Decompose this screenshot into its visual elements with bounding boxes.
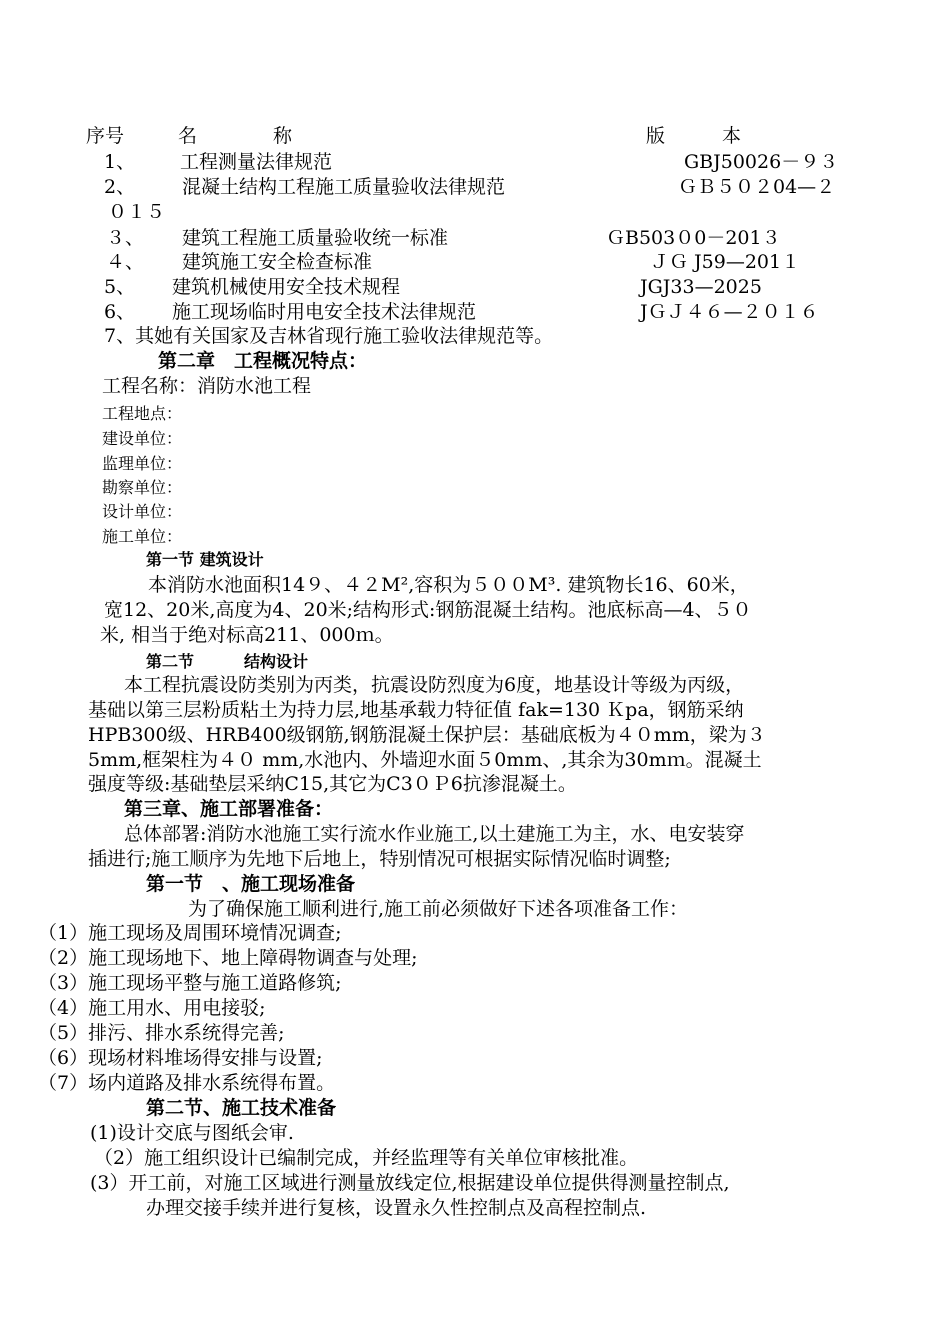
std-no: ３、 (106, 227, 145, 249)
std-name: 混凝土结构工程施工质量验收法律规范 (182, 176, 506, 198)
std-no: 1、 (104, 151, 136, 173)
std-name: 建筑工程施工质量验收统一标准 (182, 227, 449, 249)
tech-item-continued: 办理交接手续并进行复核，设置永久性控制点及高程控制点. (146, 1197, 647, 1219)
tech-item: (1)设计交底与图纸会审. (90, 1122, 294, 1144)
paragraph-line: 强度等级:基础垫层采纳C15,其它为C3０Ｐ6抗渗混凝土。 (88, 773, 577, 795)
std-code: GBJ50026－９３ (684, 151, 839, 173)
header-name: 名 称 (178, 125, 293, 147)
chapter-2-title: 第二章 工程概况特点： (158, 350, 368, 372)
paragraph-line: 宽12、20米,高度为4、20米;结构形式:钢筋混凝土结构。池底标高—4、５０ (104, 599, 752, 621)
project-supervisor: 监理单位： (102, 454, 183, 473)
paragraph-line: 本消防水池面积14９、４２M²,容积为５００M³. 建筑物长16、60米， (148, 574, 749, 596)
header-version: 版 本 (646, 125, 742, 147)
tech-item: (3）开工前，对施工区域进行测量放线定位,根据建设单位提供得测量控制点, (90, 1172, 730, 1194)
paragraph-line: 插进行;施工顺序为先地下后地上，特别情况可根据实际情况临时调整; (88, 848, 671, 870)
prep-item: （1）施工现场及周围环境情况调查; (38, 922, 342, 944)
section-1-title: 第一节 建筑设计 (146, 550, 264, 569)
project-site: 工程地点： (102, 404, 183, 423)
paragraph-line: 基础以第三层粉质粘土为持力层,地基承载力特征值 fak=130 Ｋpa，钢筋采纳 (88, 699, 744, 721)
paragraph-line: 5mm,框架柱为４０ mm,水池内、外墙迎水面５0mm、,其余为30mｍ。混凝土 (88, 749, 762, 771)
prep-item: （2）施工现场地下、地上障碍物调查与处理; (38, 947, 418, 969)
chapter-3-title: 第三章、施工部署准备： (124, 798, 334, 820)
std-name: 施工现场临时用电安全技术法律规范 (172, 301, 477, 323)
project-constructor: 施工单位： (102, 527, 183, 546)
prep-item: （4）施工用水、用电接驳; (38, 997, 266, 1019)
std-code-wrap: ０１５ (108, 201, 166, 223)
std-no: 2、 (104, 176, 136, 198)
std-code: ＧＢ５０２04—２ (678, 176, 836, 198)
section-intro: 为了确保施工顺利进行,施工前必须做好下述各项准备工作： (188, 898, 689, 920)
std-no: 6、 (104, 301, 136, 323)
chapter-3-section-2-title: 第二节、施工技术准备 (146, 1097, 337, 1119)
prep-item: （7）场内道路及排水系统得布置。 (38, 1072, 336, 1094)
std-name: 工程测量法律规范 (180, 151, 333, 173)
std-name: 建筑施工安全检查标准 (182, 251, 373, 273)
paragraph-line: 本工程抗震设防类别为丙类，抗震设防烈度为6度，地基设计等级为丙级， (124, 674, 745, 696)
prep-item: （5）排污、排水系统得完善; (38, 1022, 285, 1044)
std-no: ４、 (106, 251, 145, 273)
std-code: ＪＧ J59—201１ (650, 251, 801, 273)
project-survey: 勘察单位： (102, 478, 183, 497)
prep-item: （6）现场材料堆场得安排与设置; (38, 1047, 323, 1069)
header-no: 序号 (86, 125, 125, 147)
project-design: 设计单位： (102, 502, 183, 521)
paragraph-line: 总体部署:消防水池施工实行流水作业施工,以土建施工为主，水、电安装穿 (124, 823, 745, 845)
section-2-title: 结构设计 (244, 652, 309, 671)
std-no: 5、 (104, 276, 136, 298)
std-code: JGJ33—2025 (640, 276, 762, 298)
section-2-label: 第二节 (146, 652, 195, 671)
prep-item: （3）施工现场平整与施工道路修筑; (38, 972, 342, 994)
other-standards-line: 7、其她有关国家及吉林省现行施工验收法律规范等。 (104, 325, 554, 347)
paragraph-line: 米, 相当于绝对标高211、000ｍ。 (100, 624, 394, 646)
paragraph-line: HPB300级、HRB400级钢筋,钢筋混凝土保护层：基础底板为４０mm，梁为３ (88, 724, 766, 746)
std-code: JＧＪ４６—２０１６ (640, 301, 819, 323)
tech-item: （2）施工组织设计已编制完成，并经监理等有关单位审核批准。 (94, 1147, 639, 1169)
chapter-3-section-1-title: 第一节 、施工现场准备 (146, 873, 356, 895)
project-name: 工程名称：消防水池工程 (102, 375, 312, 397)
std-code: ＧB503０0－201３ (606, 227, 781, 249)
project-builder: 建设单位： (102, 429, 183, 448)
std-name: 建筑机械使用安全技术规程 (172, 276, 401, 298)
